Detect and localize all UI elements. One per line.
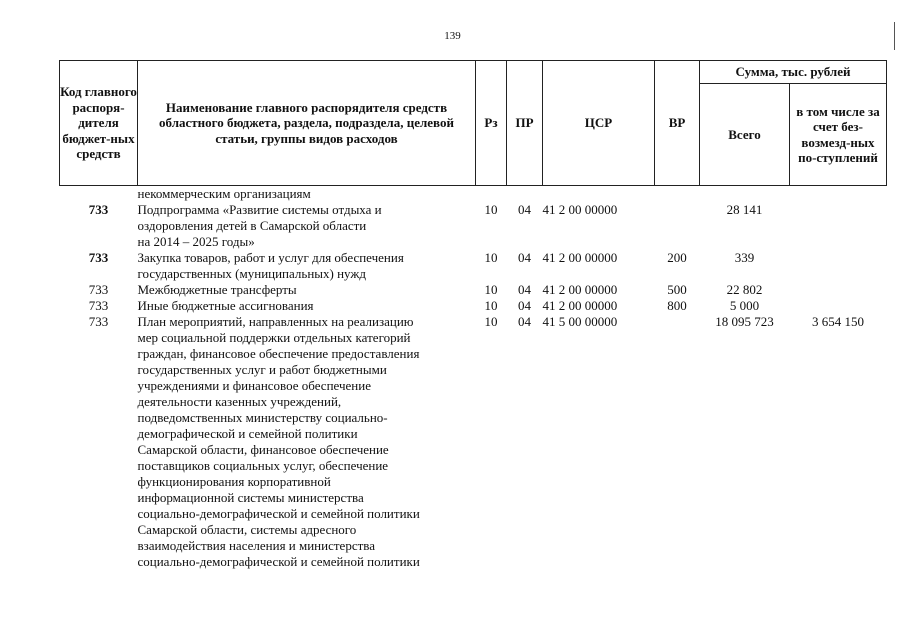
row-csr: 41 2 00 00000 (542, 298, 618, 313)
row-name-line: государственных услуг и работ бюджетными (137, 362, 387, 377)
row-name-line: Подпрограмма «Развитие системы отдыха и (137, 202, 382, 217)
row-incl (790, 250, 887, 282)
table-row (60, 250, 887, 282)
header-vr: ВР (655, 61, 700, 186)
row-incl (790, 298, 887, 314)
row-name (138, 250, 476, 282)
table-row (60, 298, 887, 314)
row-vr (655, 186, 700, 203)
table-row (60, 186, 887, 203)
row-rz: 10 (484, 298, 498, 313)
row-rz: 10 (484, 282, 498, 297)
row-pr: 04 (518, 298, 531, 313)
row-name-line: функционирования корпоративной (137, 474, 331, 489)
row-incl: 3 654 150 (812, 314, 864, 329)
row-total: 28 141 (726, 202, 763, 217)
budget-table (59, 60, 887, 570)
row-vr: 500 (667, 282, 687, 297)
header-csr: ЦСР (543, 61, 655, 186)
page-number: 139 (444, 30, 461, 42)
row-incl (790, 186, 887, 203)
row-name-line: Иные бюджетные ассигнования (137, 298, 314, 313)
row-name-line: демографической и семейной политики (137, 426, 358, 441)
row-rz: 10 (484, 314, 498, 329)
row-code: 733 (88, 314, 109, 329)
table-row (60, 282, 887, 298)
row-name-line: Закупка товаров, работ и услуг для обеспечения (137, 250, 404, 265)
row-name-line: социально-демографической и семейной политики (137, 506, 420, 521)
row-total: 18 095 723 (715, 314, 774, 329)
row-total: 22 802 (726, 282, 763, 297)
row-name-line: Самарской области, системы адресного (137, 522, 357, 537)
header-pr: ПР (507, 61, 543, 186)
row-name-line: информационной системы министерства (137, 490, 364, 505)
row-rz: 10 (484, 202, 498, 217)
row-name (138, 186, 476, 203)
row-csr: 41 2 00 00000 (542, 282, 618, 297)
row-vr: 800 (667, 298, 687, 313)
header-code: Код главного распоря-дителя бюджет-ных средств (60, 61, 138, 186)
scan-edge-mark (894, 22, 895, 50)
header-sum: Сумма, тыс. рублей (700, 61, 887, 84)
row-incl (790, 282, 887, 298)
row-csr (543, 186, 655, 203)
row-rz: 10 (484, 250, 498, 265)
row-name-line: социально-демографической и семейной политики (137, 554, 420, 569)
header-incl: в том числе за счет без-возмезд-ных по-ступлений (790, 84, 887, 186)
row-pr: 04 (518, 250, 531, 265)
row-name-line: учреждениями и финансовое обеспечение (137, 378, 371, 393)
row-vr (655, 202, 700, 250)
row-name-line: мер социальной поддержки отдельных категорий (137, 330, 411, 345)
row-name-line: План мероприятий, направленных на реализацию (137, 314, 414, 329)
row-csr: 41 5 00 00000 (542, 314, 618, 329)
header-name: Наименование главного распорядителя средств областного бюджета, раздела, подраздела, целевой статьи, группы видов расходов (138, 61, 476, 186)
row-name-line: граждан, финансовое обеспечение предоставления (137, 346, 420, 361)
row-name-line: некоммерческим организациям (137, 186, 311, 201)
row-name-line: Межбюджетные трансферты (137, 282, 297, 297)
row-name-line: государственных (муниципальных) нужд (137, 266, 366, 281)
row-name (138, 202, 476, 250)
row-total: 5 000 (729, 298, 760, 313)
row-name-line: поставщиков социальных услуг, обеспечение (137, 458, 389, 473)
header-rz: Рз (476, 61, 507, 186)
row-name-line: взаимодействия населения и министерства (137, 538, 376, 553)
row-csr: 41 2 00 00000 (542, 250, 618, 265)
table-row (60, 202, 887, 250)
table-header (60, 61, 887, 186)
row-name (138, 314, 476, 570)
row-vr (655, 314, 700, 570)
row-pr: 04 (518, 202, 531, 217)
row-name-line: подведомственных министерству социально- (137, 410, 388, 425)
table-body (60, 186, 887, 571)
row-name-line: на 2014 – 2025 годы» (137, 234, 255, 249)
row-pr (507, 186, 543, 203)
row-code (60, 186, 138, 203)
row-pr: 04 (518, 282, 531, 297)
row-incl (790, 202, 887, 250)
row-total (700, 186, 790, 203)
row-name-line: Самарской области, финансовое обеспечение (137, 442, 389, 457)
row-code: 733 (88, 298, 109, 313)
header-total: Всего (700, 84, 790, 186)
row-total: 339 (734, 250, 755, 265)
row-vr: 200 (667, 250, 687, 265)
row-name (138, 282, 476, 298)
row-code: 733 (88, 202, 109, 217)
row-name (138, 298, 476, 314)
row-code: 733 (88, 250, 109, 265)
row-name-line: деятельности казенных учреждений, (137, 394, 342, 409)
row-rz (476, 186, 507, 203)
row-csr: 41 2 00 00000 (542, 202, 618, 217)
row-name-line: оздоровления детей в Самарской области (137, 218, 367, 233)
table-row (60, 314, 887, 570)
row-code: 733 (88, 282, 109, 297)
row-pr: 04 (518, 314, 531, 329)
